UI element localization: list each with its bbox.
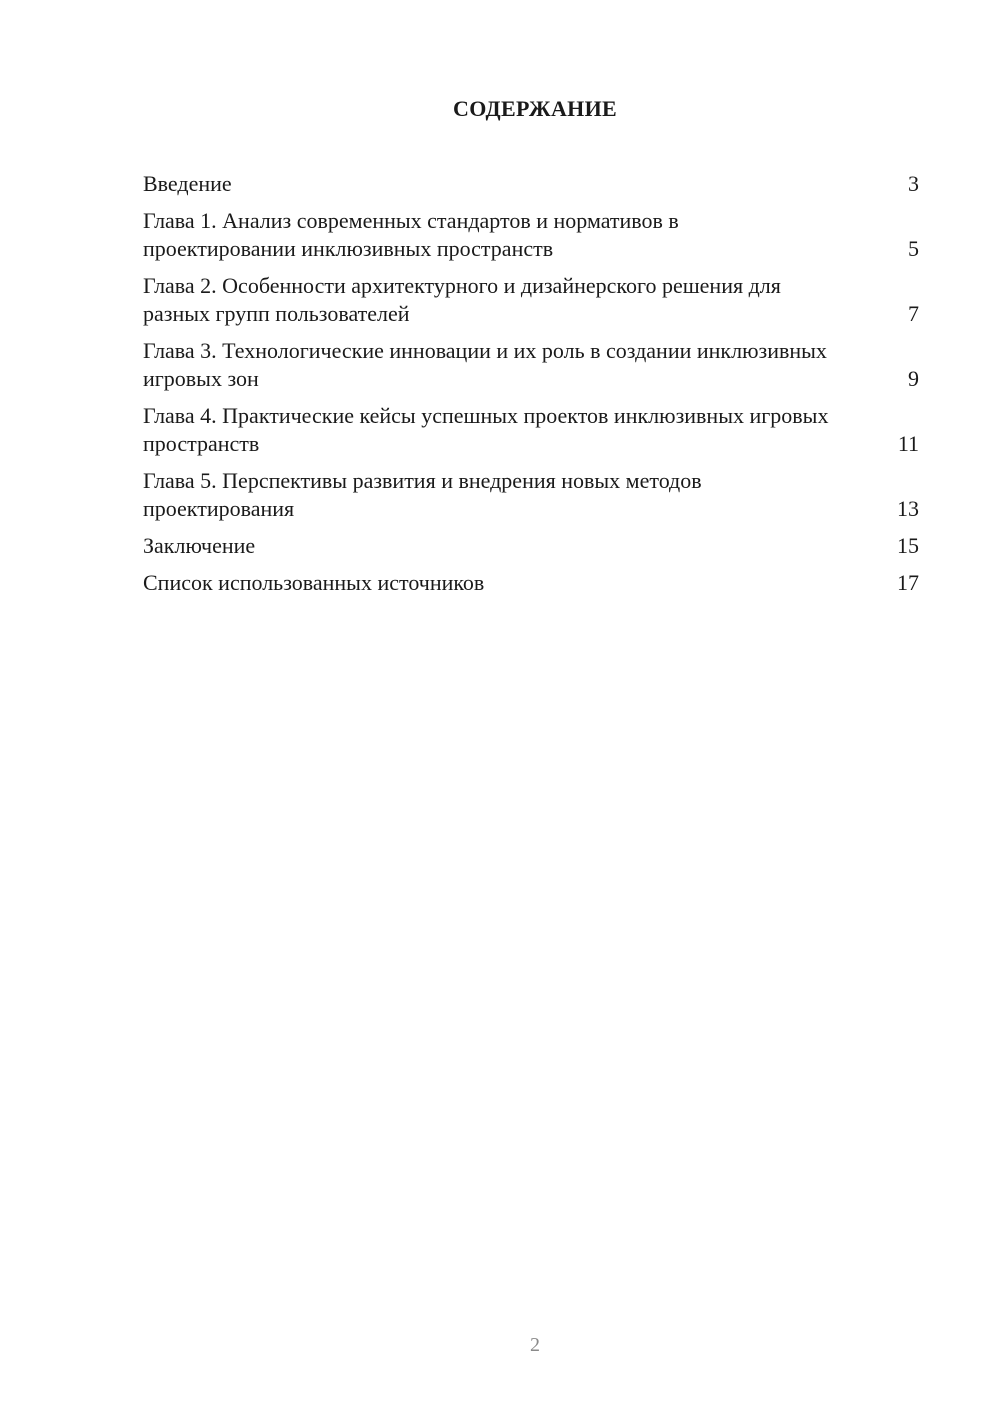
toc-entry-title: Глава 2. Особенности архитектурного и дизайнерского решения для разных групп пользователей: [143, 273, 781, 326]
toc-entry-references: [143, 569, 919, 597]
toc-entry-page: 5: [908, 236, 919, 261]
toc-entry-chapter-1: [143, 207, 919, 263]
toc-entry-title: Глава 1. Анализ современных стандартов и нормативов в проектировании инклюзивных пространств: [143, 208, 679, 261]
toc-entry-title: Глава 4. Практические кейсы успешных проектов инклюзивных игровых пространств: [143, 403, 829, 456]
toc-entry-title: Глава 3. Технологические инновации и их роль в создании инклюзивных игровых зон: [143, 338, 827, 391]
toc-entry-chapter-2: [143, 272, 919, 328]
toc-entry-chapter-4: [143, 402, 919, 458]
page-title: СОДЕРЖАНИЕ: [453, 96, 617, 121]
toc-entry-title: Список использованных источников: [143, 570, 485, 595]
toc-entry-chapter-5: [143, 467, 919, 523]
toc-entry-page: 15: [897, 533, 919, 558]
toc-entry-page: 13: [897, 496, 919, 521]
page-number: 2: [530, 1334, 540, 1356]
toc-entry-title: Глава 5. Перспективы развития и внедрения новых методов проектирования: [143, 468, 702, 521]
toc-entry-title: Заключение: [143, 533, 256, 558]
toc-entry-conclusion: [143, 532, 919, 560]
toc-entry-page: 7: [908, 301, 919, 326]
toc-entry-title: Введение: [143, 171, 232, 196]
table-of-contents: [143, 170, 919, 606]
toc-entry-chapter-3: [143, 337, 919, 393]
toc-entry-page: 17: [897, 570, 919, 595]
toc-entry-page: 3: [908, 171, 919, 196]
toc-entry-page: 11: [897, 431, 919, 456]
toc-entry-introduction: [143, 170, 919, 198]
toc-entry-page: 9: [908, 366, 919, 391]
